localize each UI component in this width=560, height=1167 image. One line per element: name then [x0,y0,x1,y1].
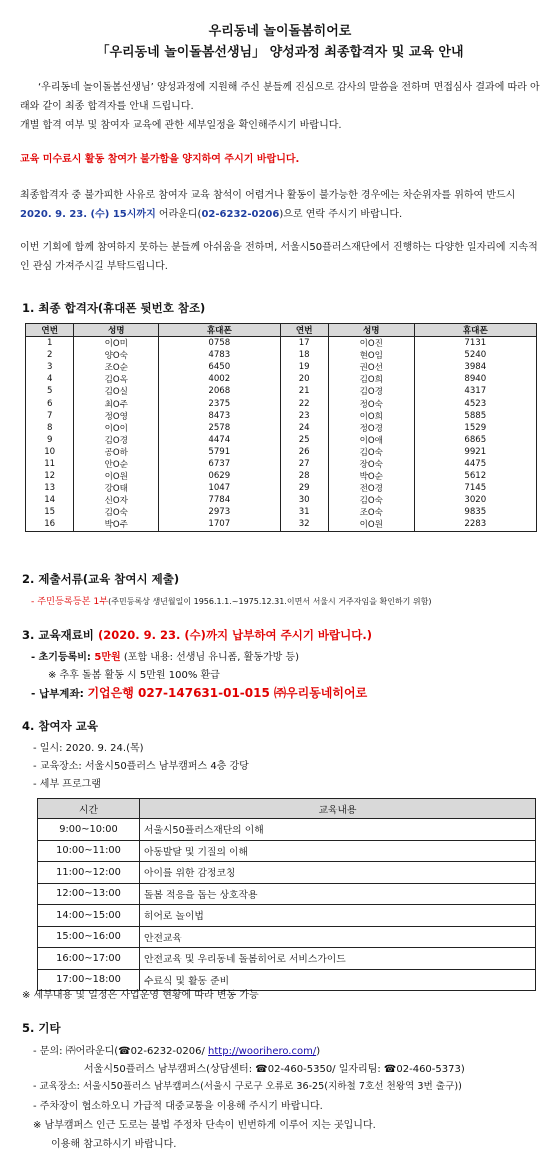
table-row [26,337,537,350]
cell-no: 3 [26,361,74,373]
col-phone: 휴대폰 [159,324,280,337]
cell-name-2: 김O경 [328,385,414,397]
fee-label: - 초기등록비: [31,652,95,663]
cell-no: 2 [26,349,74,361]
cell-no: 12 [26,470,74,482]
table-row [26,506,537,518]
col-time: 시간 [38,799,140,819]
contact-line-2: 서울시50플러스 남부캠퍼스(상담센터: ☎02-460-5350/ 일자리팀: ☎02-460-5373) [84,1064,465,1075]
table-row [38,905,536,927]
cell-phone-2: 4475 [414,458,536,470]
parking-line: - 주차장이 협소하오니 가급적 대중교통을 이용해 주시기 바랍니다. [33,1101,323,1112]
cell-phone-2: 2283 [414,518,536,531]
cell-phone: 4002 [159,373,280,385]
cell-phone: 6450 [159,361,280,373]
table-row [26,410,537,422]
p2-text-a: 최종합격자 중 불가피한 사유로 참여자 교육 참석이 어렵거나 활동이 불가능한 경우에는 차순위자를 위하여 반드시 [20,190,516,201]
resident-registration-doc: - 주민등록등본 1부 [31,596,109,607]
table-row [38,948,536,970]
table-row [26,397,537,409]
table-row [38,883,536,905]
cell-phone-2: 5885 [414,410,536,422]
cell-name: 김O숙 [74,506,159,518]
cell-no: 7 [26,410,74,422]
contact-close: ) [316,1046,321,1057]
resident-registration-note: (주민등록상 생년월일이 1956.1.1.~1975.12.31.이면서 서울시 거주자임을 확인하기 위함) [108,597,432,606]
cell-name: 김O옥 [74,373,159,385]
cell-time: 16:00~17:00 [38,948,140,970]
cell-time: 9:00~10:00 [38,819,140,841]
contact-text: - 문의: ㈜어라운디(☎02-6232-0206/ [33,1046,209,1057]
cell-no-2: 27 [280,458,328,470]
doc-title-line2: 「우리동네 놀이돌봄선생님」 양성과정 최종합격자 및 교육 안내 [96,45,464,60]
cell-name-2: 장O숙 [328,458,414,470]
col-phone-2: 휴대폰 [414,324,536,337]
col-no-2: 연번 [280,324,328,337]
cell-phone: 1047 [159,482,280,494]
education-date: - 일시: 2020. 9. 24.(목) [33,743,144,754]
cell-phone: 2973 [159,506,280,518]
cell-phone-2: 4523 [414,397,536,409]
parking-note-1: ※ 남부캠퍼스 인근 도로는 불법 주정차 단속이 빈번하게 이루어 지는 곳입니다. [33,1120,376,1131]
cell-name: 이O원 [74,470,159,482]
cell-no: 4 [26,373,74,385]
table-row [26,518,537,531]
program-table [37,798,536,991]
place-line: - 교육장소: 서울시50플러스 남부캠퍼스(서울시 구로구 오류로 36-25(지하철 7호선 천왕역 3번 출구)) [33,1081,462,1092]
cell-no: 15 [26,506,74,518]
cell-content: 수료식 및 활동 준비 [140,969,536,991]
warning-text: 교육 미수료시 활동 참여가 불가함을 양지하여 주시기 바랍니다. [20,154,300,165]
col-no: 연번 [26,324,74,337]
cell-content: 돌봄 적응을 돕는 상호작용 [140,883,536,905]
cell-phone-2: 4317 [414,385,536,397]
table-row [26,446,537,458]
cell-phone: 2375 [159,397,280,409]
program-body [38,819,536,991]
cell-no-2: 17 [280,337,328,350]
cell-name: 이O이 [74,422,159,434]
p2-deadline: 2020. 9. 23. (수) 15시까지 [20,209,156,220]
cell-name: 신O자 [74,494,159,506]
cell-name-2: 김O숙 [328,494,414,506]
intro-paragraph-1: ‘우리동네 놀이돌봄선생님’ 양성과정에 지원해 주신 분들께 진심으로 감사의 말씀을 전하며 면접심사 결과에 따라 아래와 같이 최종 합격자를 안내 드립니다. [20,82,540,112]
table-row [26,494,537,506]
cell-time: 14:00~15:00 [38,905,140,927]
cell-no-2: 28 [280,470,328,482]
cell-no-2: 26 [280,446,328,458]
cell-name: 조O순 [74,361,159,373]
table-row [38,862,536,884]
cell-name-2: 정O숙 [328,397,414,409]
contact-line [33,1042,320,1057]
cell-content: 아이를 위한 감정코칭 [140,862,536,884]
cell-phone-2: 9921 [414,446,536,458]
cell-name: 양O숙 [74,349,159,361]
cell-name: 안O순 [74,458,159,470]
intro-paragraph-3: 이번 기회에 함께 참여하지 못하는 분들께 아쉬움을 전하며, 서울시50플러스재단에서 진행하는 다양한 일자리에 지속적인 관심 가져주시길 부탁드립니다. [20,242,538,272]
cell-name: 이O미 [74,337,159,350]
fee-line [31,648,299,663]
cell-no: 8 [26,422,74,434]
table-row [26,434,537,446]
cell-phone: 4474 [159,434,280,446]
cell-phone-2: 7145 [414,482,536,494]
cell-phone: 6737 [159,458,280,470]
section1-title: 1. 최종 합격자(휴대폰 뒷번호 참조) [22,301,206,315]
cell-phone-2: 3020 [414,494,536,506]
section3-title [22,627,372,643]
intro-paragraph-2 [20,186,540,224]
cell-phone-2: 1529 [414,422,536,434]
cell-phone: 0629 [159,470,280,482]
table-row [26,385,537,397]
intro-paragraph-1b: 개별 합격 여부 및 참여자 교육에 관한 세부일정을 확인해주시기 바랍니다. [20,120,342,131]
cell-content: 히어로 놀이법 [140,905,536,927]
doc-title-line1: 우리동네 놀이돌봄히어로 [208,24,352,39]
cell-phone-2: 6865 [414,434,536,446]
cell-phone-2: 5612 [414,470,536,482]
account-line [31,684,367,701]
cell-phone: 4783 [159,349,280,361]
account-label: - 납부계좌: [31,688,88,700]
account-value: 기업은행 027-147631-01-015 ㈜우리동네히어로 [87,686,368,700]
cell-no-2: 31 [280,506,328,518]
cell-name: 김O경 [74,434,159,446]
fee-value: 5만원 [94,652,121,663]
cell-content: 서울시50플러스재단의 이해 [140,819,536,841]
cell-no: 9 [26,434,74,446]
finalists-header-row [26,324,537,337]
cell-name-2: 현O임 [328,349,414,361]
table-row [26,458,537,470]
cell-no: 5 [26,385,74,397]
table-row [38,840,536,862]
cell-no-2: 32 [280,518,328,531]
cell-name-2: 박O순 [328,470,414,482]
cell-phone: 2578 [159,422,280,434]
cell-time: 11:00~12:00 [38,862,140,884]
cell-no: 11 [26,458,74,470]
cell-content: 안전교육 및 우리동네 돌봄히어로 서비스가이드 [140,948,536,970]
cell-name: 정O영 [74,410,159,422]
p2-phone: 02-6232-0206 [201,209,280,220]
cell-time: 17:00~18:00 [38,969,140,991]
section3-deadline: (2020. 9. 23. (수)까지 납부하여 주시기 바랍니다.) [97,628,372,642]
cell-name-2: 이O애 [328,434,414,446]
cell-name-2: 권O선 [328,361,414,373]
cell-no-2: 18 [280,349,328,361]
table-row [26,361,537,373]
col-name-2: 성명 [328,324,414,337]
table-row [38,819,536,841]
cell-no-2: 29 [280,482,328,494]
col-content: 교육내용 [140,799,536,819]
cell-no-2: 21 [280,385,328,397]
cell-time: 10:00~11:00 [38,840,140,862]
table-row [26,470,537,482]
cell-name-2: 이O희 [328,410,414,422]
cell-name-2: 정O경 [328,422,414,434]
education-place: - 교육장소: 서울시50플러스 남부캠퍼스 4층 강당 [33,761,249,772]
cell-name: 강O태 [74,482,159,494]
table-row [26,373,537,385]
cell-name: 김O실 [74,385,159,397]
cell-no: 13 [26,482,74,494]
p2-text-c: )으로 연락 주시기 바랍니다. [279,209,403,220]
cell-phone-2: 3984 [414,361,536,373]
refund-note: ※ 추후 돌봄 활동 시 5만원 100% 환급 [48,670,220,681]
table-row [38,926,536,948]
cell-no-2: 22 [280,397,328,409]
cell-no: 16 [26,518,74,531]
cell-phone: 7784 [159,494,280,506]
finalists-body [26,337,537,532]
fee-note: (포함 내용: 선생님 유니폼, 활동가방 등) [120,652,300,663]
cell-name: 박O주 [74,518,159,531]
cell-name-2: 조O숙 [328,506,414,518]
parking-note-2: 이용해 참고하시기 바랍니다. [51,1139,177,1150]
cell-no: 1 [26,337,74,350]
cell-content: 안전교육 [140,926,536,948]
cell-no: 14 [26,494,74,506]
cell-no-2: 25 [280,434,328,446]
section2-title: 2. 제출서류(교육 참여시 제출) [22,572,180,586]
cell-time: 12:00~13:00 [38,883,140,905]
cell-phone: 5791 [159,446,280,458]
table-row [26,482,537,494]
table-row [26,349,537,361]
program-change-note: ※ 세부내용 및 일정은 사업운영 현황에 따라 변동 가능 [22,990,259,1001]
cell-phone-2: 8940 [414,373,536,385]
cell-name-2: 전O경 [328,482,414,494]
cell-no-2: 24 [280,422,328,434]
education-program-label: - 세부 프로그램 [33,779,101,790]
cell-time: 15:00~16:00 [38,926,140,948]
cell-no-2: 30 [280,494,328,506]
cell-no: 6 [26,397,74,409]
cell-name-2: 김O희 [328,373,414,385]
cell-content: 아동발달 및 기질의 이해 [140,840,536,862]
cell-phone: 0758 [159,337,280,350]
cell-phone-2: 9835 [414,506,536,518]
section4-title: 4. 참여자 교육 [22,719,98,733]
cell-no-2: 19 [280,361,328,373]
program-header-row [38,799,536,819]
section3-title-text: 3. 교육재료비 [22,628,94,642]
cell-name: 공O하 [74,446,159,458]
p2-text-b: 어라운디( [155,209,202,220]
col-name: 성명 [74,324,159,337]
cell-name-2: 김O숙 [328,446,414,458]
website-link[interactable]: http://woorihero.com/ [208,1046,317,1057]
cell-no-2: 23 [280,410,328,422]
cell-phone: 8473 [159,410,280,422]
cell-phone: 1707 [159,518,280,531]
cell-phone-2: 5240 [414,349,536,361]
section5-title: 5. 기타 [22,1021,61,1035]
table-row [26,422,537,434]
cell-name-2: 이O진 [328,337,414,350]
cell-name-2: 이O원 [328,518,414,531]
section2-item [31,593,432,607]
cell-name: 최O주 [74,397,159,409]
cell-no: 10 [26,446,74,458]
cell-no-2: 20 [280,373,328,385]
finalists-table [25,323,537,532]
cell-phone: 2068 [159,385,280,397]
cell-phone-2: 7131 [414,337,536,350]
